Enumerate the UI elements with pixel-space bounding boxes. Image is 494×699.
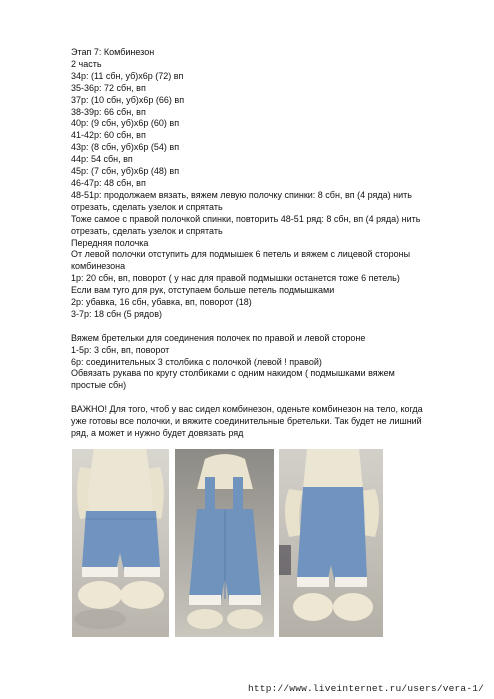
paragraph-front: От левой полочки отступить для подмышек 6 петель и вяжем с лицевой стороны комбинезона: [71, 249, 411, 272]
row-item: 41-42р: 60 сбн, вп: [71, 130, 146, 141]
row-list: [71, 71, 431, 190]
front-heading: Передняя полочка: [71, 237, 149, 248]
paragraph-tight: Если вам туго для рук, отступаем больше петель подмышками: [71, 285, 335, 296]
row-item: 44р: 54 сбн, вп: [71, 154, 133, 165]
paragraph-2r: 2р: убавка, 16 сбн, убавка, вп, поворот (18): [71, 297, 252, 308]
doll-photo-back: [279, 449, 383, 637]
paragraph-48-51: 48-51р: продолжаем вязать, вяжем левую полочку спинки: 8 сбн, вп (4 ряда) нить отрезать, сделать узелок и спрятать: [71, 189, 412, 212]
source-url: http://www.liveinternet.ru/users/vera-1/: [248, 683, 485, 694]
row-item: 40р: (9 сбн, уб)х6р (60) вп: [71, 118, 180, 129]
paragraph-same: Тоже самое с правой полочкой спинки, повторить 48-51 ряд: 8 сбн, вп (4 ряда) нить отрезать, сделать узелок и спрятать: [71, 213, 421, 236]
doll-photo-front: [72, 449, 169, 637]
paragraph-1r: 1р: 20 сбн, вп, поворот ( у нас для правой подмышки останется тоже 6 петель): [71, 273, 400, 284]
row-item: 46-47р: 48 сбн, вп: [71, 177, 146, 188]
paragraph-6r: 6р: соединительных 3 столбика с полочкой (левой ! правой): [71, 356, 322, 367]
photo-strip: [72, 449, 383, 637]
part-label: 2 часть: [71, 58, 102, 69]
stage-title: Этап 7: Комбинезон: [71, 47, 155, 57]
paragraph-1-5: 1-5р: 3 сбн, вп, поворот: [71, 344, 170, 355]
pattern-text: [71, 47, 431, 440]
row-item: 37р: (10 сбн, уб)х6р (66) вп: [71, 94, 185, 105]
paragraph-important: ВАЖНО! Для того, чтоб у вас сидел комбинезон, оденьте комбинезон на тело, когда уже готовы все полочки, и вяжите соединительные бретельки. Так будет не лишний ряд, а может и нужно будет довязать ряд: [71, 404, 423, 438]
overalls-photo: [175, 449, 274, 637]
paragraph-sleeve: Обвязать рукава по кругу столбиками с одним накидом ( подмышками вяжем простые сбн): [71, 368, 395, 391]
row-item: 43р: (8 сбн, уб)х6р (54) вп: [71, 142, 180, 153]
straps-heading: Вяжем бретельки для соединения полочек по правой и левой стороне: [71, 332, 366, 343]
row-item: 34р: (11 сбн, уб)х6р (72) вп: [71, 70, 184, 81]
row-item: 35-36р: 72 сбн, вп: [71, 82, 146, 93]
row-item: 45р: (7 сбн, уб)х6р (48) вп: [71, 166, 180, 177]
paragraph-3-7: 3-7р: 18 сбн (5 рядов): [71, 308, 162, 319]
row-item: 38-39р: 66 сбн, вп: [71, 106, 146, 117]
